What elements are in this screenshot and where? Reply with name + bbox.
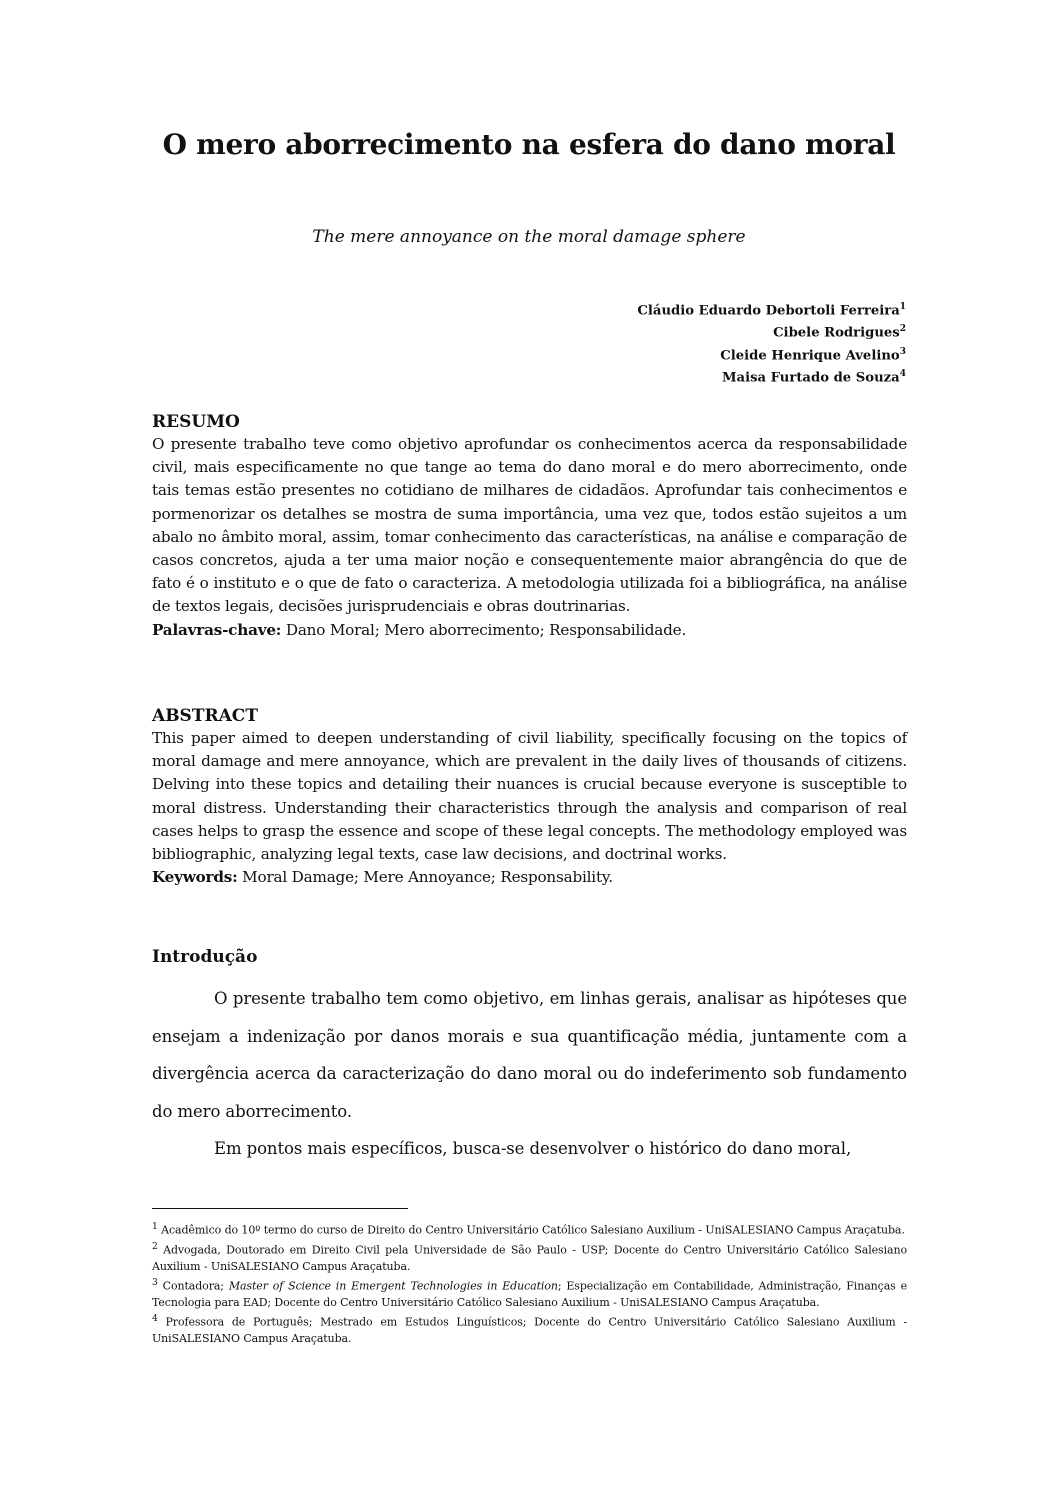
author-list — [637, 298, 906, 388]
author-3: Cleide Henrique Avelino$^3$ — [720, 346, 906, 364]
resumo-heading: RESUMO — [152, 412, 240, 432]
footnote-4: $^4$ Professora de Português; Mestrado em Estudos Linguísticos; Docente do Centro Universitário Católico Salesiano Auxilium - UniSALESIANO Campus Araçatuba. — [152, 1312, 907, 1345]
footnote-1: $^1$ Acadêmico do 10º termo do curso de Direito do Centro Universitário Católico Salesiano Auxilium - UniSALESIANO Campus Araçatuba. — [152, 1221, 905, 1237]
introducao-heading: Introdução — [152, 947, 258, 967]
abstract-heading: ABSTRACT — [152, 706, 258, 726]
resumo-keywords: Palavras-chave: Dano Moral; Mero aborrecimento; Responsabilidade. — [152, 620, 687, 639]
footnote-2: $^2$ Advogada, Doutorado em Direito Civil pela Universidade de São Paulo - USP; Docente do Centro Universitário Católico Salesiano Auxilium - UniSALESIANO Campus Araçatuba. — [152, 1240, 907, 1273]
paper-title: O mero aborrecimento na esfera do dano moral — [162, 128, 896, 161]
abstract-text: This paper aimed to deepen understanding of civil liability, specifically focusing on the topics of moral damage and mere annoyance, which are prevalent in the daily lives of thousands of citizens. Delving into these topics and detailing their nuances is crucial because everyone is susceptible to moral distress. Understanding their characteristics through the analysis and comparison of real cases helps to grasp the essence and scope of these legal concepts. The methodology employed was bibliographic, analyzing legal texts, case law decisions, and doctrinal works. — [152, 729, 907, 864]
footnote-3: $^3$ Contadora; Master of Science in Emergent Technologies in Education; Especialização em Contabilidade, Administração, Finanças e Tecnologia para EAD; Docente do Centro Universitário Católico Salesiano Auxilium - UniSALESIANO Campus Araçatuba. — [152, 1276, 907, 1309]
author-4: Maisa Furtado de Souza$^4$ — [721, 369, 906, 386]
abstract-section — [152, 705, 907, 889]
footnote-separator — [152, 1208, 408, 1209]
paper-subtitle: The mere annoyance on the moral damage sphere — [312, 227, 746, 247]
resumo-text: O presente trabalho teve como objetivo aprofundar os conhecimentos acerca da responsabilidade civil, mais especificamente no que tange ao tema do dano moral e do mero aborrecimento, onde tais temas estão presentes no cotidiano de milhares de cidadãos. Aprofundar tais conhecimentos e pormenorizar os detalhes se mostra de suma importância, uma vez que, todos estão sujeitos a um abalo no âmbito moral, assim, tomar conhecimento das características, na análise e comparação de casos concretos, ajuda a ter uma maior noção e consequentemente maior abrangência do que de fato é o instituto e o que de fato o caracteriza. A metodologia utilizada foi a bibliográfica, na análise de textos legais, decisões jurisprudenciais e obras doutrinarias. — [152, 435, 907, 616]
introducao-section — [152, 946, 907, 1168]
introducao-paragraph-2: Em pontos mais específicos, busca-se desenvolver o histórico do dano moral, — [214, 1139, 852, 1158]
introducao-paragraph-1: O presente trabalho tem como objetivo, em linhas gerais, analisar as hipóteses que ensejam a indenização por danos morais e sua quantificação média, juntamente com a divergência acerca da caracterização do dano moral ou do indeferimento sob fundamento do mero aborrecimento. — [152, 989, 907, 1121]
author-2: Cibele Rodrigues$^2$ — [773, 324, 906, 341]
abstract-keywords: Keywords: Moral Damage; Mere Annoyance; Responsability. — [152, 868, 613, 887]
resumo-section — [152, 411, 907, 642]
author-1: Cláudio Eduardo Debortoli Ferreira$^1$ — [637, 302, 906, 319]
footnotes — [152, 1219, 907, 1347]
